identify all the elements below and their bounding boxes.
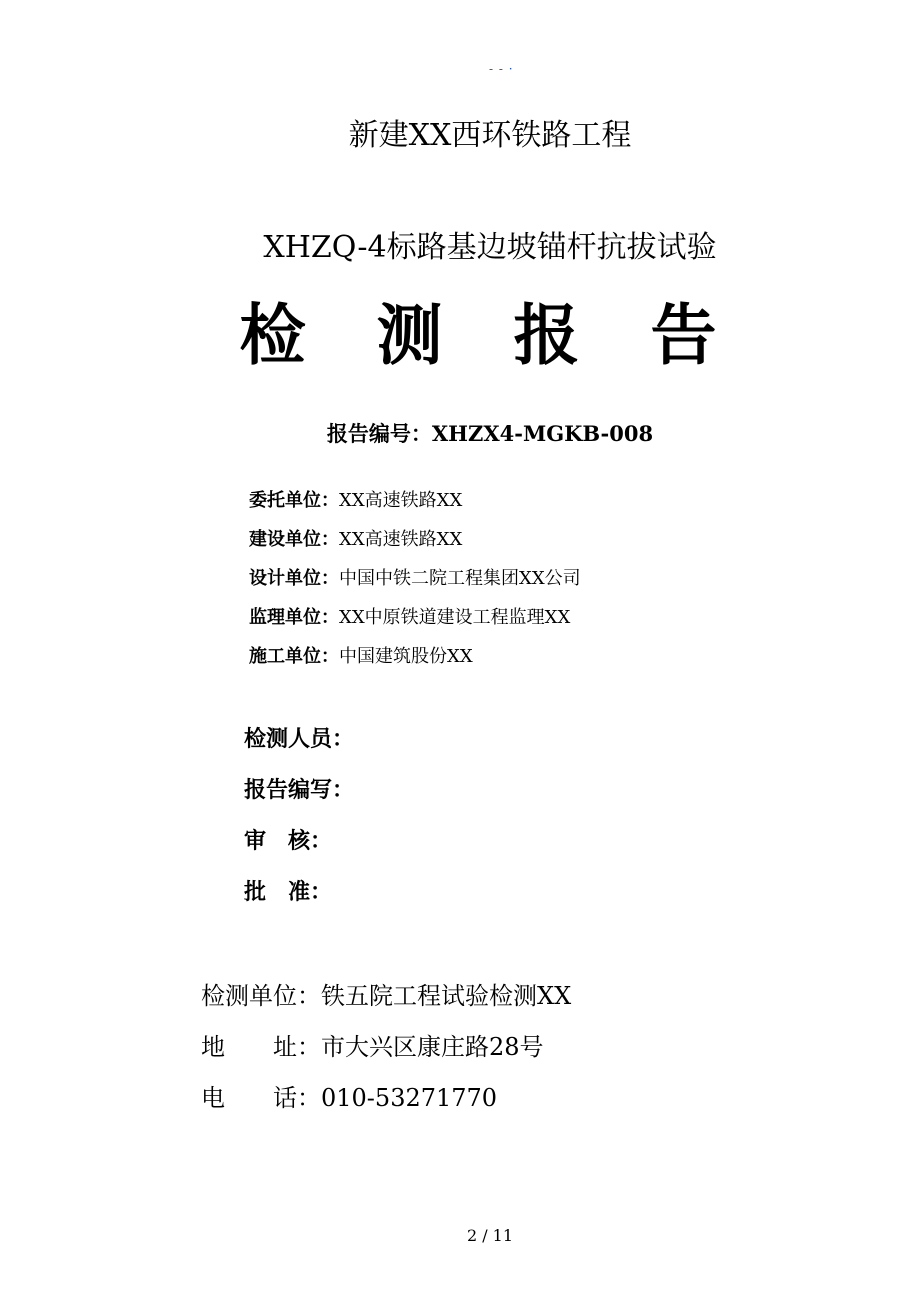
unit-value: 中国建筑股份XX [339, 646, 473, 667]
unit-label: 建设单位： [249, 529, 339, 550]
signature-author: 报告编写： [244, 777, 355, 803]
unit-row-construction-owner [249, 525, 462, 551]
signature-reviewer: 审 核： [244, 828, 333, 854]
signature-inspector: 检测人员： [244, 726, 355, 752]
unit-row-client [249, 486, 462, 512]
unit-value: XX高速铁路XX [339, 529, 463, 550]
header-mark: - - · [489, 62, 514, 76]
unit-value: 中国中铁二院工程集团XX公司 [339, 568, 581, 589]
page-number: 2 / 11 [466, 1226, 514, 1245]
unit-label: 监理单位： [249, 607, 339, 628]
contact-label: 电 话： [201, 1084, 321, 1112]
unit-label: 施工单位： [249, 646, 339, 667]
contact-label: 地 址： [201, 1033, 321, 1061]
test-title: XHZQ-4标路基边坡锚杆抗拔试验 [263, 230, 717, 265]
unit-row-supervision [249, 603, 570, 629]
contact-address [201, 1027, 544, 1062]
contact-value: 010-53271770 [321, 1084, 498, 1112]
contact-value: 铁五院工程试验检测XX [321, 982, 572, 1010]
project-title: 新建XX西环铁路工程 [348, 118, 632, 153]
report-number [0, 418, 920, 448]
contact-phone [201, 1078, 497, 1113]
unit-value: XX高速铁路XX [339, 490, 463, 511]
report-number-label: 报告编号： [326, 421, 432, 446]
unit-value: XX中原铁道建设工程监理XX [339, 607, 571, 628]
report-title: 检 测 报 告 [239, 296, 741, 374]
report-number-value: XHZX4-MGKB-008 [431, 421, 654, 446]
signature-approver: 批 准： [244, 879, 333, 905]
contact-testing-unit [201, 976, 571, 1011]
contact-value: 市大兴区康庄路28号 [321, 1033, 544, 1061]
unit-label: 设计单位： [249, 568, 339, 589]
unit-row-design [249, 564, 581, 590]
contact-label: 检测单位： [201, 982, 321, 1010]
unit-row-contractor [249, 642, 473, 668]
unit-label: 委托单位： [249, 490, 339, 511]
